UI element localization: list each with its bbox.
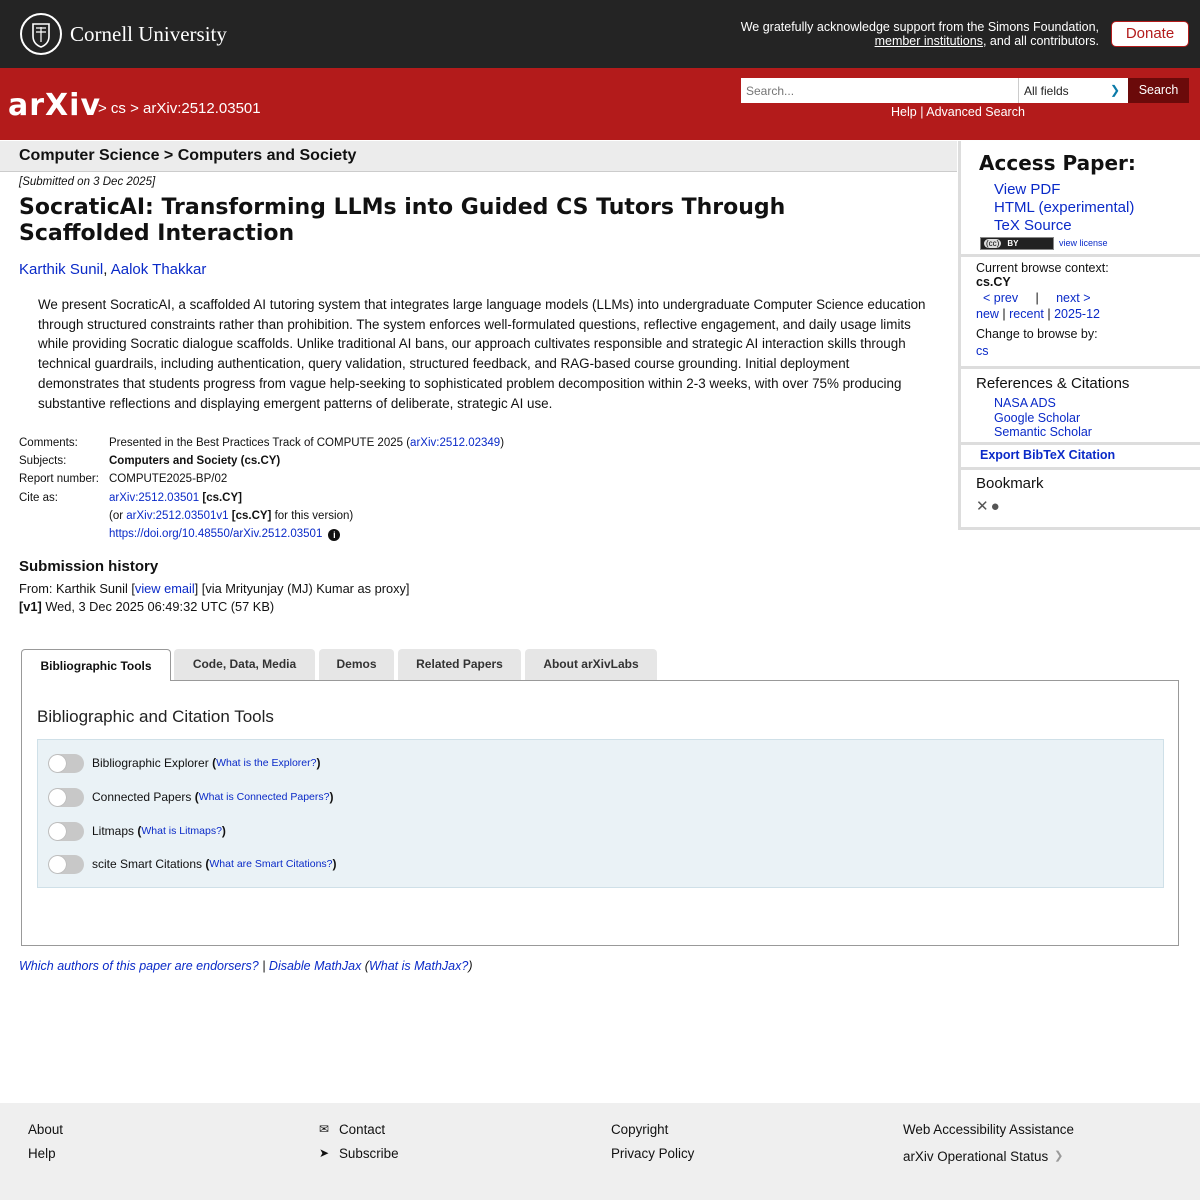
bookmark-icons — [976, 497, 1002, 515]
pipe-separator: | — [1035, 291, 1039, 305]
search-button[interactable]: Search — [1128, 78, 1189, 103]
copyright-link[interactable]: Copyright — [611, 1122, 669, 1137]
endorsers-link[interactable]: Which authors of this paper are endorsers? — [19, 959, 259, 973]
export-bibtex-link[interactable]: Export BibTeX Citation — [980, 448, 1116, 462]
operational-status-link[interactable]: arXiv Operational Status — [903, 1148, 1049, 1164]
submission-history — [19, 580, 409, 616]
context-value: cs.CY — [976, 275, 1011, 289]
arxiv-logo[interactable]: arXiv — [8, 88, 102, 123]
connected-papers-toggle[interactable] — [48, 788, 84, 807]
tex-source-link[interactable]: TeX Source — [994, 217, 1072, 234]
history-v1 — [19, 598, 409, 616]
subject-header: Computer Science > Computers and Society — [0, 141, 957, 172]
comments-value — [109, 434, 504, 452]
view-email-link[interactable]: view email — [134, 581, 195, 596]
bibliographic-explorer-toggle[interactable] — [48, 754, 84, 773]
tool-label: scite Smart Citations — [92, 857, 203, 871]
cite-v1-link[interactable]: arXiv:2512.03501v1 — [126, 509, 229, 522]
google-scholar-link[interactable]: Google Scholar — [994, 411, 1081, 425]
breadcrumb[interactable]: > cs > arXiv:2512.03501 — [98, 100, 261, 117]
footer-col-3 — [611, 1118, 694, 1165]
cornell-banner — [0, 0, 1200, 68]
search-input[interactable] — [741, 78, 1018, 103]
doi-link[interactable]: https://doi.org/10.48550/arXiv.2512.03501 — [109, 528, 323, 541]
cite-v1-category: [cs.CY] — [231, 509, 272, 522]
sidebar — [958, 141, 1200, 530]
tab-related-papers[interactable]: Related Papers — [398, 649, 521, 680]
chevron-right-icon: ❯ — [1054, 1149, 1064, 1162]
prev-next — [983, 291, 1091, 305]
recent-link[interactable]: recent — [1009, 307, 1044, 321]
tool-help-link[interactable]: What is the Explorer? — [216, 757, 317, 769]
tab-panel — [21, 680, 1179, 946]
references-title: References & Citations — [976, 375, 1130, 392]
view-pdf-link[interactable]: View PDF — [994, 181, 1061, 198]
envelope-icon: ✉ — [319, 1122, 330, 1136]
search-field-select[interactable] — [1018, 78, 1128, 103]
tab-code-data-media[interactable]: Code, Data, Media — [174, 649, 315, 680]
cc-icon: (cc) — [986, 239, 1000, 248]
month-link[interactable]: 2025-12 — [1054, 307, 1100, 321]
bookmark-title: Bookmark — [976, 475, 1044, 492]
prev-link[interactable]: < prev — [983, 291, 1019, 305]
version-text: Wed, 3 Dec 2025 06:49:32 UTC (57 KB) — [41, 599, 275, 614]
help-link[interactable]: Help — [891, 105, 917, 119]
context-label: Current browse context: — [976, 261, 1109, 275]
help-footer-link[interactable]: Help — [28, 1145, 56, 1161]
related-arxiv-link[interactable]: arXiv:2512.02349 — [410, 437, 501, 449]
meta-label: Cite as: — [19, 491, 58, 504]
view-license-link[interactable]: view license — [1059, 238, 1108, 248]
tool-row: scite Smart Citations ( What are Smart Citations? ) — [48, 854, 337, 874]
abstract: We present SocraticAI, a scaffolded AI tutoring system that integrates large language models (LLMs) into undergraduate Computer Science education through structured constraints rather than prohibition. The system enforces well-formulated questions, reflective engagement, and daily usage limits while providing Socratic dialogue scaffolds. Unlike traditional AI bans, our approach cultivates responsible and strategic AI interaction skills through technical guardrails, including authentication, query validation, structured feedback, and RAG-based course grounding. Initial deployment demonstrates that students progress from vague help-seeking to sophisticated problem decomposition within 2-3 weeks, with over 75% producing substantive reflections and displaying emergent patterns of deliberate, strategic AI use. — [38, 297, 926, 411]
cornell-seal-icon[interactable] — [20, 13, 62, 55]
help-links: Help | Advanced Search — [891, 105, 1025, 119]
history-from — [19, 580, 409, 598]
advanced-search-link[interactable]: Advanced Search — [926, 105, 1025, 119]
submission-date: [Submitted on 3 Dec 2025] — [19, 176, 156, 188]
cite-id-link[interactable]: arXiv:2512.03501 — [109, 491, 200, 504]
field-select-value: All fields — [1024, 84, 1069, 98]
what-is-mathjax-link[interactable]: What is MathJax? — [368, 959, 469, 973]
metadata-table — [19, 434, 504, 543]
tool-label: Litmaps — [92, 824, 135, 838]
paper-plane-icon: ➤ — [319, 1145, 330, 1160]
bibsonomy-icon[interactable]: ✕ — [976, 498, 991, 515]
accessibility-link[interactable]: Web Accessibility Assistance — [903, 1122, 1074, 1137]
meta-label: Comments: — [19, 437, 78, 449]
tool-help-link[interactable]: What are Smart Citations? — [209, 858, 333, 870]
report-number: COMPUTE2025-BP/02 — [109, 473, 228, 486]
tab-bibliographic-tools[interactable]: Bibliographic Tools — [21, 649, 171, 681]
bottom-links — [19, 959, 472, 973]
cite-v1-tail: for this version) — [271, 509, 354, 522]
footer — [0, 1103, 1200, 1200]
tool-row: Bibliographic Explorer ( What is the Explorer? ) — [48, 753, 320, 773]
html-link[interactable]: HTML (experimental) — [994, 199, 1135, 216]
cite-version — [109, 507, 353, 525]
cc-license-badge[interactable] — [980, 237, 1054, 250]
tool-row: Litmaps ( What is Litmaps? ) — [48, 821, 226, 841]
tool-row: Connected Papers ( What is Connected Papers? ) — [48, 787, 334, 807]
submission-history-title: Submission history — [19, 558, 159, 575]
paper-title: SocraticAI: Transforming LLMs into Guided CS Tutors Through Scaffolded Interaction — [19, 195, 786, 246]
comments-text: Presented in the Best Practices Track of COMPUTE 2025 ( — [109, 437, 411, 449]
footer-col-4 — [903, 1118, 1074, 1168]
cc-badge-text: BY — [1007, 239, 1019, 248]
contact-link[interactable]: Contact — [339, 1122, 386, 1137]
divider — [961, 442, 1200, 445]
author-list: Karthik Sunil, Aalok Thakkar — [19, 261, 207, 278]
version-label: [v1] — [19, 599, 42, 614]
arxiv-header — [0, 68, 1200, 140]
tab-about-arxivlabs[interactable]: About arXivLabs — [525, 649, 657, 680]
support-acknowledgment — [741, 20, 1099, 48]
paren-close: ) — [468, 959, 473, 973]
tab-demos[interactable]: Demos — [319, 649, 394, 680]
divider — [961, 366, 1200, 369]
litmaps-toggle[interactable] — [48, 822, 84, 841]
cite-category: [cs.CY] — [202, 491, 242, 504]
paren-open: ( — [361, 959, 369, 973]
info-icon[interactable]: i — [328, 529, 340, 541]
privacy-link[interactable]: Privacy Policy — [611, 1145, 695, 1161]
change-browse-label: Change to browse by: — [976, 327, 1098, 341]
subjects-value: Computers and Society (cs.CY) — [109, 455, 281, 468]
new-link[interactable]: new — [976, 307, 999, 321]
subscribe-link[interactable]: Subscribe — [339, 1145, 399, 1161]
member-institutions-link[interactable]: member institutions — [874, 34, 983, 48]
divider — [961, 467, 1200, 470]
ack-line1: We gratefully acknowledge support from the Simons Foundation, — [740, 20, 1099, 34]
divider — [961, 254, 1200, 257]
reddit-icon[interactable]: ● — [990, 498, 1002, 515]
author-link[interactable]: Aalok Thakkar — [110, 261, 207, 278]
browse-links: new | recent | 2025-12 — [976, 307, 1100, 321]
next-link[interactable]: next > — [1056, 291, 1091, 305]
meta-label: Report number: — [19, 473, 99, 486]
footer-col-1 — [28, 1118, 63, 1165]
ack-line2 — [741, 34, 1099, 48]
tools-title: Bibliographic and Citation Tools — [37, 707, 274, 726]
cornell-university-name[interactable]: Cornell University — [70, 22, 227, 46]
tool-label: Connected Papers — [92, 790, 192, 804]
donate-button[interactable]: Donate — [1111, 21, 1189, 47]
access-paper-title: Access Paper: — [979, 151, 1136, 175]
tool-label: Bibliographic Explorer — [92, 756, 209, 770]
author-link[interactable]: Karthik Sunil — [19, 261, 104, 278]
footer-col-2 — [319, 1118, 399, 1165]
tools-box — [37, 739, 1164, 888]
disable-mathjax-link[interactable]: Disable MathJax — [268, 959, 362, 973]
cite-value — [109, 489, 242, 507]
tool-help-link[interactable]: What is Litmaps? — [141, 825, 222, 837]
scite-toggle[interactable] — [48, 855, 84, 874]
from-suffix: ] [via Mrityunjay (MJ) Kumar as proxy] — [194, 581, 410, 596]
link-separator: | — [258, 959, 269, 973]
about-link[interactable]: About — [28, 1122, 63, 1137]
comments-end: ) — [500, 437, 505, 449]
chevron-down-icon: ❯ — [1109, 83, 1120, 97]
browse-cs-link[interactable]: cs — [976, 344, 989, 358]
ack-rest: , and all contributors. — [982, 34, 1099, 48]
tool-help-link[interactable]: What is Connected Papers? — [198, 791, 330, 803]
semantic-scholar-link[interactable]: Semantic Scholar — [994, 425, 1092, 439]
meta-label: Subjects: — [19, 455, 67, 468]
cite-or: (or — [109, 509, 127, 522]
from-prefix: From: Karthik Sunil [ — [19, 581, 135, 596]
nasa-ads-link[interactable]: NASA ADS — [994, 396, 1056, 410]
